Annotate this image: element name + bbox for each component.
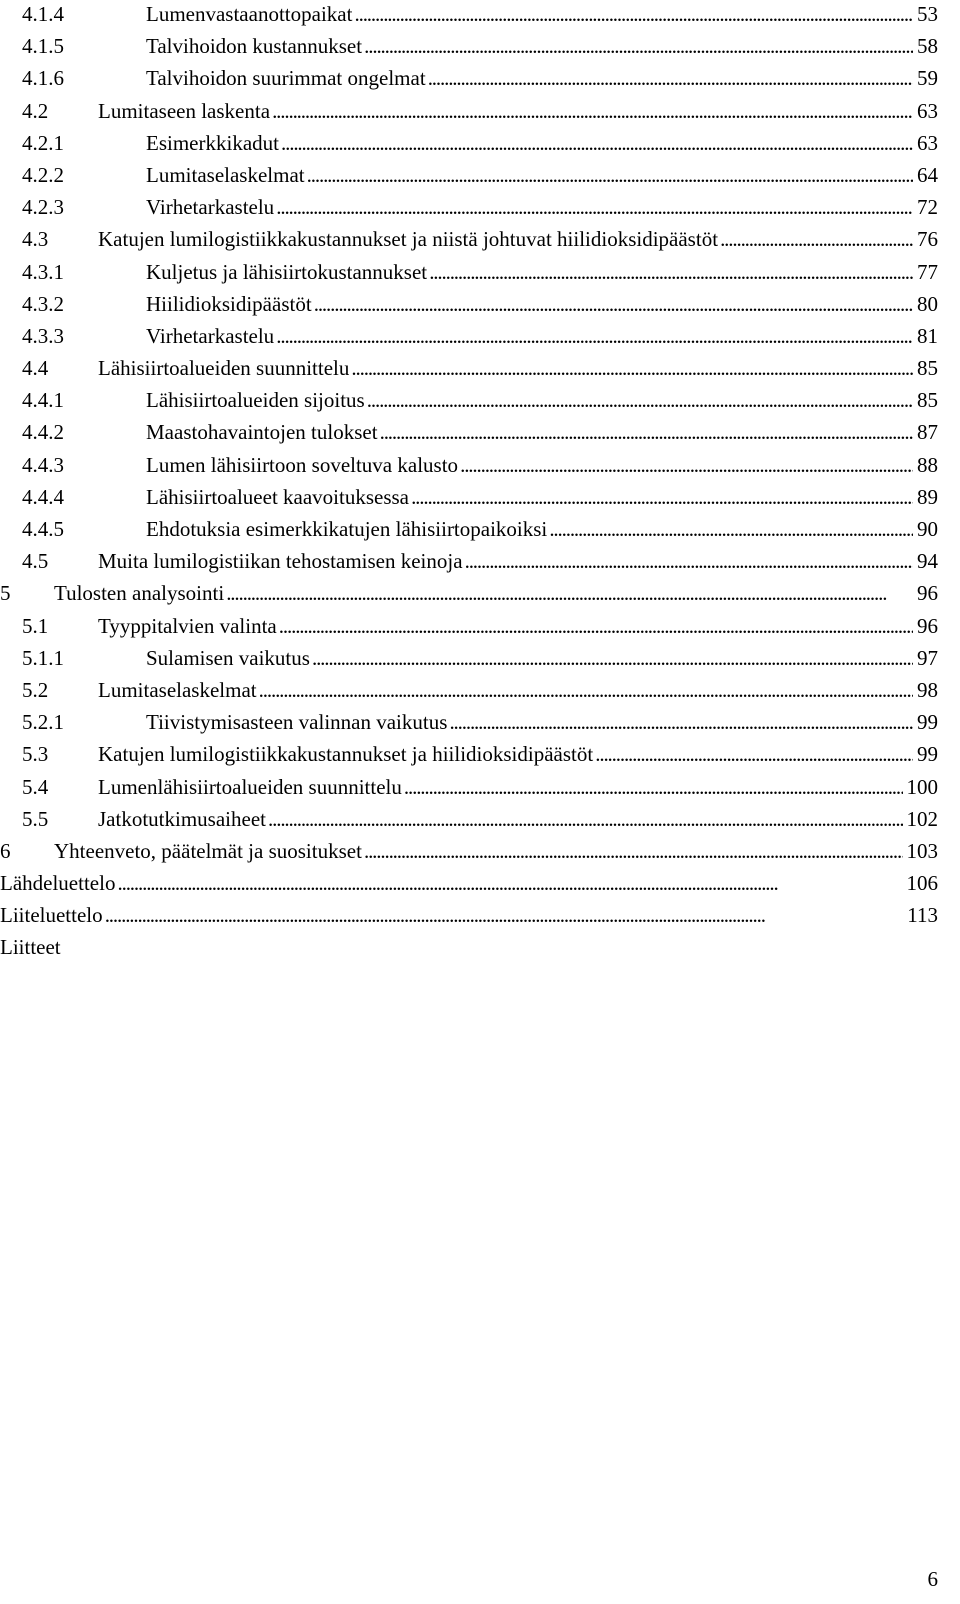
toc-entry-number: 4.4.4	[22, 484, 64, 509]
toc-entry[interactable]	[0, 129, 960, 161]
toc-entry-title: Jatkotutkimusaiheet	[98, 806, 266, 831]
toc-entry-title: Lähisiirtoalueiden sijoitus	[146, 388, 365, 413]
toc-entry-title-with-leader	[146, 644, 938, 672]
toc-entry-page: 96	[913, 579, 938, 607]
toc-entry[interactable]	[0, 161, 960, 193]
toc-entry[interactable]	[0, 193, 960, 225]
toc-entry[interactable]	[0, 901, 960, 933]
toc-entry[interactable]	[0, 869, 960, 901]
toc-entry[interactable]	[0, 773, 960, 805]
toc-entry-title-with-leader	[0, 869, 938, 897]
toc-entry-title: Talvihoidon kustannukset	[146, 34, 363, 59]
toc-entry-title-with-leader	[0, 933, 938, 961]
toc-entry-page: 85	[913, 386, 938, 414]
toc-entry-title-with-leader	[146, 258, 938, 286]
toc-entry-title: Esimerkkikadut	[146, 130, 279, 155]
toc-entry-number: 4.2.1	[22, 130, 64, 155]
toc-entry-page: 87	[913, 418, 938, 446]
toc-entry[interactable]	[0, 451, 960, 483]
toc-entry-number: 4.1.5	[22, 34, 64, 59]
toc-entry-page: 59	[913, 64, 938, 92]
toc-entry[interactable]	[0, 354, 960, 386]
toc-entry-page: 89	[913, 483, 938, 511]
toc-entry[interactable]	[0, 0, 960, 32]
toc-entry-title: Yhteenveto, päätelmät ja suositukset	[54, 838, 362, 863]
toc-entry-title-with-leader	[146, 708, 938, 736]
toc-entry-title-with-leader	[146, 129, 938, 157]
toc-entry-title-with-leader	[98, 805, 938, 833]
toc-entry-number: 5.1.1	[22, 645, 64, 670]
toc-entry-title-with-leader	[98, 740, 938, 768]
toc-entry-page: 100	[903, 773, 939, 801]
toc-entry-title-with-leader	[98, 97, 938, 125]
toc-entry[interactable]	[0, 97, 960, 129]
toc-entry-page: 99	[913, 708, 938, 736]
toc-entry-page: 97	[913, 644, 938, 672]
toc-entry-number: 4.4.3	[22, 452, 64, 477]
toc-entry-page: 103	[903, 837, 939, 865]
toc-entry-page: 80	[913, 290, 938, 318]
toc-entry-number: 4.3	[22, 227, 49, 252]
toc-entry-number: 5.2.1	[22, 710, 64, 735]
toc-entry-title: Virhetarkastelu	[146, 323, 275, 348]
toc-entry-title-with-leader	[146, 386, 938, 414]
toc-entry-page: 99	[913, 740, 938, 768]
toc-entry-number: 5.4	[22, 774, 49, 799]
toc-entry-title-with-leader	[146, 161, 938, 189]
toc-entry-number: 4.4.5	[22, 517, 64, 541]
toc-entry-title: Tiivistymisasteen valinnan vaikutus	[146, 710, 448, 735]
toc-entry-page: 98	[913, 676, 938, 704]
toc-entry[interactable]	[0, 579, 960, 611]
toc-entry-title-with-leader	[98, 612, 938, 640]
toc-entry-number: 5.5	[22, 806, 49, 831]
toc-entry-page: 63	[913, 129, 938, 157]
toc-entry-number: 4.2.2	[22, 162, 64, 187]
toc-entry-number: 4.1.6	[22, 66, 64, 91]
toc-entry[interactable]	[0, 418, 960, 450]
toc-entry-number: 4.2.3	[22, 195, 64, 220]
toc-entry-title-with-leader	[146, 193, 938, 221]
toc-entry-title-with-leader	[98, 225, 938, 253]
toc-entry[interactable]	[0, 32, 960, 64]
toc-entry-title-with-leader	[98, 354, 938, 382]
toc-entry-title: Liiteluettelo	[0, 903, 103, 928]
toc-entry[interactable]	[0, 805, 960, 837]
toc-entry[interactable]	[0, 933, 960, 965]
toc-entry-number: 5.3	[22, 742, 49, 767]
toc-entry-number: 4.3.2	[22, 291, 64, 316]
toc-entry[interactable]	[0, 612, 960, 644]
toc-entry-page: 64	[913, 161, 938, 189]
toc-entry-title: Hiilidioksidipäästöt	[146, 291, 312, 316]
toc-entry-title: Lumenvastaanottopaikat	[146, 2, 353, 26]
toc-entry-title-with-leader	[54, 579, 938, 607]
toc-entry-page: 63	[913, 97, 938, 125]
toc-entry-number: 4.4.2	[22, 420, 64, 445]
toc-entry[interactable]	[0, 258, 960, 290]
toc-entry-title-with-leader	[98, 676, 938, 704]
toc-entry-title: Tyyppitalvien valinta	[98, 613, 277, 638]
toc-entry[interactable]	[0, 740, 960, 772]
toc-entry-title-with-leader	[146, 64, 938, 92]
toc-entry-title-with-leader	[146, 322, 938, 350]
toc-entry[interactable]	[0, 515, 960, 547]
toc-entry-number: 4.2	[22, 98, 49, 123]
toc-entry-title: Katujen lumilogistiikkakustannukset ja hiilidioksidipäästöt	[98, 742, 594, 767]
toc-entry-title: Lähisiirtoalueet kaavoituksessa	[146, 484, 410, 509]
toc-entry-title-with-leader	[146, 451, 938, 479]
toc-entry-title: Sulamisen vaikutus	[146, 645, 310, 670]
toc-entry-title: Lähisiirtoalueiden suunnittelu	[98, 356, 350, 381]
toc-entry-page: 76	[913, 225, 938, 253]
toc-entry-title: Maastohavaintojen tulokset	[146, 420, 378, 445]
toc-entry-page: 53	[913, 0, 938, 28]
toc-entry-number: 6	[0, 838, 11, 863]
toc-entry[interactable]	[0, 225, 960, 257]
toc-entry[interactable]	[0, 644, 960, 676]
toc-entry-title: Muita lumilogistiikan tehostamisen keinoja	[98, 549, 463, 574]
toc-entry-number: 4.4	[22, 356, 49, 381]
toc-entry-page: 81	[913, 322, 938, 350]
toc-entry[interactable]	[0, 386, 960, 418]
toc-entry-page: 102	[903, 805, 939, 833]
toc-entry-number: 4.3.1	[22, 259, 64, 284]
toc-entry-title: Lumen lähisiirtoon soveltuva kalusto	[146, 452, 459, 477]
toc-entry-page: 96	[913, 612, 938, 640]
toc-entry-title: Kuljetus ja lähisiirtokustannukset	[146, 259, 428, 284]
toc-entry-page: 90	[913, 515, 938, 543]
toc-entry[interactable]	[0, 837, 960, 869]
toc-entry-page: 94	[913, 547, 938, 575]
toc-entry[interactable]	[0, 708, 960, 740]
toc-entry[interactable]	[0, 547, 960, 579]
toc-entry-page: 106	[903, 869, 939, 897]
toc-entry-title-with-leader	[98, 547, 938, 575]
toc-entry[interactable]	[0, 676, 960, 708]
toc-entry-title-with-leader	[146, 0, 938, 28]
toc-entry-title: Lumitaselaskelmat	[146, 162, 305, 187]
toc-entry-title-with-leader	[0, 901, 938, 929]
toc-entry-page: 85	[913, 354, 938, 382]
toc-entry-title-with-leader	[98, 773, 938, 801]
toc-entry-title: Lähdeluettelo	[0, 871, 116, 896]
toc-entry-number: 4.5	[22, 549, 49, 574]
toc-entry-title-with-leader	[54, 837, 938, 865]
toc-entry-title: Katujen lumilogistiikkakustannukset ja niistä johtuvat hiilidioksidipäästöt	[98, 227, 719, 252]
toc-entry-title-with-leader	[146, 290, 938, 318]
toc-entry-title: Lumenlähisiirtoalueiden suunnittelu	[98, 774, 402, 799]
toc-entry-number: 5	[0, 581, 11, 606]
toc-entry-title-with-leader	[146, 418, 938, 446]
toc-entry-number: 5.2	[22, 677, 49, 702]
toc-entry-title-with-leader	[146, 483, 938, 511]
toc-entry-number: 5.1	[22, 613, 49, 638]
toc-entry-page: 58	[913, 32, 938, 60]
toc-entry-title: Lumitaselaskelmat	[98, 677, 257, 702]
toc-entry-title-with-leader	[146, 32, 938, 60]
toc-entry-title: Lumitaseen laskenta	[98, 98, 271, 123]
toc-entry-number: 4.4.1	[22, 388, 64, 413]
toc-entry-page: 72	[913, 193, 938, 221]
toc-entry-title: Ehdotuksia esimerkkikatujen lähisiirtopaikoiksi	[146, 517, 548, 541]
toc-entry-page: 77	[913, 258, 938, 286]
toc-entry-title: Talvihoidon suurimmat ongelmat	[146, 66, 426, 91]
toc-entry-title: Virhetarkastelu	[146, 195, 275, 220]
toc-entry[interactable]	[0, 483, 960, 515]
toc-entry-number: 4.1.4	[22, 2, 64, 26]
toc-entry-title-with-leader	[146, 515, 938, 543]
toc-entry-number: 4.3.3	[22, 323, 64, 348]
toc-entry-title: Liitteet	[0, 935, 61, 960]
page-number: 6	[927, 1567, 938, 1591]
toc-entry[interactable]	[0, 322, 960, 354]
toc-entry[interactable]	[0, 64, 960, 96]
toc-entry-page: 88	[913, 451, 938, 479]
toc-entry-page: 113	[903, 901, 938, 929]
toc-entry-title: Tulosten analysointi	[54, 581, 225, 606]
toc-entry[interactable]	[0, 290, 960, 322]
